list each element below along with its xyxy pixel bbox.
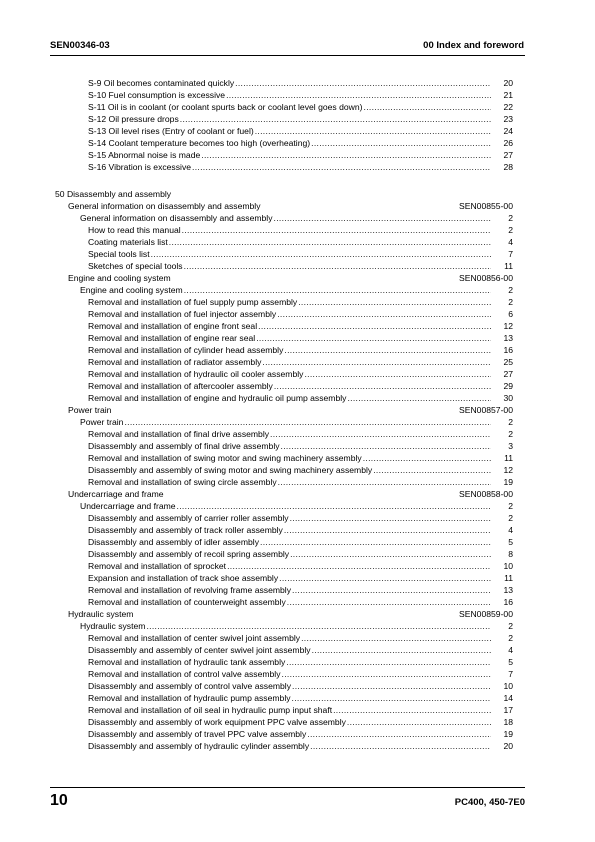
dot-leader xyxy=(258,320,491,332)
entry-page: 27 xyxy=(503,150,513,160)
entry-title: S-15 Abnormal noise is made xyxy=(88,150,201,160)
dot-leader xyxy=(184,284,491,296)
chapter-row xyxy=(0,188,595,200)
entry-leader xyxy=(88,464,491,476)
toc-entry[interactable] xyxy=(0,740,595,752)
entry-page: 20 xyxy=(503,78,513,88)
toc-entry[interactable] xyxy=(0,548,595,560)
entry-page: 19 xyxy=(503,477,513,487)
toc-entry[interactable] xyxy=(0,125,595,137)
toc-entry[interactable] xyxy=(0,524,595,536)
entry-title: Disassembly and assembly of idler assembly xyxy=(88,537,259,547)
dot-leader xyxy=(286,656,491,668)
dot-leader xyxy=(292,584,491,596)
entry-leader xyxy=(88,356,491,368)
toc-entry[interactable] xyxy=(0,440,595,452)
dot-leader xyxy=(307,728,491,740)
toc-entry[interactable] xyxy=(0,344,595,356)
toc-entry[interactable] xyxy=(0,572,595,584)
toc-subheading[interactable] xyxy=(0,500,595,512)
toc-entry[interactable] xyxy=(0,680,595,692)
entry-title: Removal and installation of fuel injector assembly xyxy=(88,309,277,319)
toc-subheading[interactable] xyxy=(0,620,595,632)
dot-leader xyxy=(146,620,491,632)
entry-title: Disassembly and assembly of hydraulic cylinder assembly xyxy=(88,741,310,751)
entry-page: 20 xyxy=(503,741,513,751)
entry-leader xyxy=(88,248,491,260)
entry-page: 5 xyxy=(508,657,513,667)
entry-page: 7 xyxy=(508,669,513,679)
entry-leader xyxy=(88,512,491,524)
entry-title: Disassembly and assembly of carrier roller assembly xyxy=(88,513,289,523)
dot-leader xyxy=(310,740,491,752)
entry-page: 4 xyxy=(508,525,513,535)
entry-page: 13 xyxy=(503,333,513,343)
entry-leader xyxy=(88,716,491,728)
entry-leader xyxy=(88,320,491,332)
entry-page: 18 xyxy=(503,717,513,727)
header-divider xyxy=(50,55,525,56)
entry-leader xyxy=(88,452,491,464)
entry-leader xyxy=(88,308,491,320)
entry-leader xyxy=(88,536,491,548)
entry-page: 8 xyxy=(508,549,513,559)
toc-entry[interactable] xyxy=(0,536,595,548)
entry-page: 22 xyxy=(503,102,513,112)
entry-leader xyxy=(88,632,491,644)
dot-leader xyxy=(256,332,491,344)
toc-subheading[interactable] xyxy=(0,284,595,296)
dot-leader xyxy=(290,512,491,524)
entry-leader xyxy=(88,692,491,704)
toc-entry[interactable] xyxy=(0,392,595,404)
toc-entry[interactable] xyxy=(0,368,595,380)
entry-page: 4 xyxy=(508,237,513,247)
entry-leader xyxy=(88,392,491,404)
group-heading[interactable] xyxy=(0,200,595,212)
toc-entry[interactable] xyxy=(0,704,595,716)
group-title: Power train xyxy=(68,405,112,415)
entry-title: Removal and installation of hydraulic oil cooler assembly xyxy=(88,369,304,379)
dot-leader xyxy=(201,149,491,161)
dot-leader xyxy=(255,125,491,137)
group-code: SEN00858-00 xyxy=(459,489,513,499)
toc-entry[interactable] xyxy=(0,716,595,728)
entry-leader xyxy=(88,296,491,308)
entry-title: Disassembly and assembly of work equipment PPC valve assembly xyxy=(88,717,346,727)
toc-entry[interactable] xyxy=(0,656,595,668)
entry-leader xyxy=(88,728,491,740)
dot-leader xyxy=(180,113,491,125)
entry-title: Removal and installation of swing circle assembly xyxy=(88,477,277,487)
entry-page: 16 xyxy=(503,597,513,607)
entry-leader xyxy=(88,440,491,452)
group-heading[interactable] xyxy=(0,608,595,620)
toc-entry[interactable] xyxy=(0,452,595,464)
entry-leader xyxy=(88,524,491,536)
entry-page: 2 xyxy=(508,621,513,631)
dot-leader xyxy=(287,596,491,608)
entry-leader xyxy=(88,560,491,572)
dot-leader xyxy=(235,77,491,89)
entry-leader xyxy=(88,89,491,101)
entry-title: Removal and installation of engine rear seal xyxy=(88,333,256,343)
dot-leader xyxy=(226,89,491,101)
entry-title: Removal and installation of oil seal in hydraulic pump input shaft xyxy=(88,705,333,715)
entry-title: Removal and installation of engine and hydraulic oil pump assembly xyxy=(88,393,347,403)
entry-page: 7 xyxy=(508,249,513,259)
group-heading[interactable] xyxy=(0,488,595,500)
group-code: SEN00859-00 xyxy=(459,609,513,619)
section-title: 00 Index and foreword xyxy=(423,40,524,51)
toc-entry[interactable] xyxy=(0,101,595,113)
entry-title: Removal and installation of cylinder head assembly xyxy=(88,345,284,355)
entry-title: Sketches of special tools xyxy=(88,261,183,271)
entry-leader xyxy=(88,596,491,608)
toc-entry[interactable] xyxy=(0,332,595,344)
entry-leader xyxy=(88,680,491,692)
entry-leader xyxy=(88,161,491,173)
entry-title: Removal and installation of hydraulic tank assembly xyxy=(88,657,286,667)
dot-leader xyxy=(284,344,491,356)
toc-entry[interactable] xyxy=(0,692,595,704)
dot-leader xyxy=(312,644,491,656)
entry-leader xyxy=(88,644,491,656)
entry-page: 2 xyxy=(508,429,513,439)
dot-leader xyxy=(311,137,491,149)
dot-leader xyxy=(292,692,491,704)
entry-title: Removal and installation of fuel supply pump assembly xyxy=(88,297,298,307)
dot-leader xyxy=(124,416,491,428)
entry-leader xyxy=(88,368,491,380)
dot-leader xyxy=(347,716,491,728)
entry-title: Removal and installation of counterweight assembly xyxy=(88,597,286,607)
entry-leader xyxy=(80,416,491,428)
entry-page: 14 xyxy=(503,693,513,703)
dot-leader xyxy=(363,452,491,464)
dot-leader xyxy=(274,380,491,392)
entry-title: S-13 Oil level rises (Entry of coolant or fuel) xyxy=(88,126,254,136)
dot-leader xyxy=(169,236,491,248)
entry-page: 26 xyxy=(503,138,513,148)
toc-entry[interactable] xyxy=(0,248,595,260)
group-code: SEN00855-00 xyxy=(459,201,513,211)
toc-entry[interactable] xyxy=(0,356,595,368)
dot-leader xyxy=(279,572,491,584)
entry-title: S-9 Oil becomes contaminated quickly xyxy=(88,78,235,88)
toc-entry[interactable] xyxy=(0,224,595,236)
entry-leader xyxy=(88,668,491,680)
entry-page: 24 xyxy=(503,126,513,136)
entry-title: How to read this manual xyxy=(88,225,181,235)
entry-title: S-16 Vibration is excessive xyxy=(88,162,192,172)
chapter-title: 50 Disassembly and assembly xyxy=(55,189,172,199)
entry-title: Power train xyxy=(80,417,124,427)
group-title: General information on disassembly and assembly xyxy=(68,201,261,211)
entry-title: Special tools list xyxy=(88,249,150,259)
document-code: SEN00346-03 xyxy=(50,40,110,51)
dot-leader xyxy=(290,548,491,560)
entry-page: 27 xyxy=(503,369,513,379)
toc-entry[interactable] xyxy=(0,668,595,680)
entry-page: 2 xyxy=(508,633,513,643)
dot-leader xyxy=(284,524,491,536)
toc-entry[interactable] xyxy=(0,320,595,332)
entry-title: Coating materials list xyxy=(88,237,168,247)
toc-entry[interactable] xyxy=(0,644,595,656)
toc-entry[interactable] xyxy=(0,560,595,572)
entry-title: Removal and installation of sprocket xyxy=(88,561,227,571)
dot-leader xyxy=(347,392,491,404)
dot-leader xyxy=(177,500,491,512)
entry-leader xyxy=(80,212,491,224)
page-number: 10 xyxy=(50,792,68,809)
entry-page: 10 xyxy=(503,561,513,571)
entry-title: Expansion and installation of track shoe assembly xyxy=(88,573,279,583)
entry-leader xyxy=(88,113,491,125)
entry-leader xyxy=(88,380,491,392)
dot-leader xyxy=(277,308,491,320)
toc-entry[interactable] xyxy=(0,512,595,524)
entry-page: 6 xyxy=(508,309,513,319)
entry-page: 19 xyxy=(503,729,513,739)
toc-entry[interactable] xyxy=(0,77,595,89)
entry-leader xyxy=(88,584,491,596)
toc-entry[interactable] xyxy=(0,728,595,740)
toc-entry[interactable] xyxy=(0,476,595,488)
dot-leader xyxy=(260,536,491,548)
dot-leader xyxy=(281,440,491,452)
toc-entry[interactable] xyxy=(0,464,595,476)
entry-leader xyxy=(88,572,491,584)
entry-page: 2 xyxy=(508,297,513,307)
toc-entry[interactable] xyxy=(0,137,595,149)
toc-entry[interactable] xyxy=(0,89,595,101)
entry-page: 28 xyxy=(503,162,513,172)
entry-leader xyxy=(88,236,491,248)
entry-page: 3 xyxy=(508,441,513,451)
entry-title: Removal and installation of engine front seal xyxy=(88,321,258,331)
entry-page: 16 xyxy=(503,345,513,355)
entry-title: Disassembly and assembly of travel PPC valve assembly xyxy=(88,729,307,739)
toc-entry[interactable] xyxy=(0,236,595,248)
dot-leader xyxy=(301,632,491,644)
entry-leader xyxy=(88,224,491,236)
toc-entry[interactable] xyxy=(0,632,595,644)
entry-leader xyxy=(88,137,491,149)
entry-page: 2 xyxy=(508,417,513,427)
entry-leader xyxy=(88,476,491,488)
entry-title: Removal and installation of aftercooler assembly xyxy=(88,381,273,391)
entry-page: 13 xyxy=(503,585,513,595)
toc-entry[interactable] xyxy=(0,584,595,596)
group-title: Undercarriage and frame xyxy=(68,489,164,499)
entry-title: Disassembly and assembly of final drive assembly xyxy=(88,441,280,451)
entry-page: 11 xyxy=(504,261,513,271)
entry-page: 17 xyxy=(503,705,513,715)
spacer xyxy=(0,173,595,188)
entry-title: S-14 Coolant temperature becomes too high (overheating) xyxy=(88,138,311,148)
entry-page: 2 xyxy=(508,225,513,235)
entry-page: 30 xyxy=(503,393,513,403)
entry-page: 12 xyxy=(503,321,513,331)
entry-leader xyxy=(88,548,491,560)
entry-page: 2 xyxy=(508,213,513,223)
group-code: SEN00856-00 xyxy=(459,273,513,283)
toc-subheading[interactable] xyxy=(0,212,595,224)
group-heading[interactable] xyxy=(0,404,595,416)
entry-title: Disassembly and assembly of swing motor and swing machinery assembly xyxy=(88,465,373,475)
entry-page: 4 xyxy=(508,645,513,655)
entry-leader xyxy=(80,620,491,632)
dot-leader xyxy=(298,296,491,308)
entry-title: Disassembly and assembly of track roller assembly xyxy=(88,525,283,535)
entry-page: 10 xyxy=(503,681,513,691)
footer-divider xyxy=(50,787,525,788)
entry-title: Engine and cooling system xyxy=(80,285,183,295)
toc-entry[interactable] xyxy=(0,296,595,308)
entry-page: 21 xyxy=(503,90,513,100)
entry-title: Undercarriage and frame xyxy=(80,501,176,511)
entry-title: S-10 Fuel consumption is excessive xyxy=(88,90,226,100)
dot-leader xyxy=(292,680,491,692)
dot-leader xyxy=(282,668,492,680)
entry-title: Removal and installation of revolving frame assembly xyxy=(88,585,292,595)
entry-title: Removal and installation of swing motor and swing machinery assembly xyxy=(88,453,362,463)
group-title: Engine and cooling system xyxy=(68,273,171,283)
toc-entry[interactable] xyxy=(0,380,595,392)
dot-leader xyxy=(373,464,491,476)
entry-leader xyxy=(88,332,491,344)
entry-page: 12 xyxy=(503,465,513,475)
dot-leader xyxy=(304,368,491,380)
group-code: SEN00857-00 xyxy=(459,405,513,415)
entry-leader xyxy=(88,740,491,752)
entry-leader xyxy=(88,125,491,137)
dot-leader xyxy=(151,248,491,260)
entry-leader xyxy=(88,428,491,440)
entry-title: General information on disassembly and assembly xyxy=(80,213,273,223)
toc-entry[interactable] xyxy=(0,161,595,173)
entry-leader xyxy=(88,344,491,356)
entry-leader xyxy=(88,260,491,272)
entry-leader xyxy=(88,149,491,161)
entry-title: Disassembly and assembly of center swivel joint assembly xyxy=(88,645,311,655)
entry-page: 2 xyxy=(508,285,513,295)
dot-leader xyxy=(262,356,491,368)
toc-entry[interactable] xyxy=(0,308,595,320)
entry-title: S-12 Oil pressure drops xyxy=(88,114,179,124)
entry-page: 11 xyxy=(504,453,513,463)
entry-page: 2 xyxy=(508,501,513,511)
entry-title: Removal and installation of hydraulic pump assembly xyxy=(88,693,291,703)
entry-title: Disassembly and assembly of recoil spring assembly xyxy=(88,549,290,559)
dot-leader xyxy=(278,476,491,488)
toc-entry[interactable] xyxy=(0,149,595,161)
entry-leader xyxy=(88,101,491,113)
entry-page: 25 xyxy=(503,357,513,367)
toc-entry[interactable] xyxy=(0,260,595,272)
dot-leader xyxy=(184,260,491,272)
dot-leader xyxy=(192,161,491,173)
dot-leader xyxy=(270,428,491,440)
dot-leader xyxy=(274,212,492,224)
entry-page: 29 xyxy=(503,381,513,391)
dot-leader xyxy=(333,704,491,716)
entry-page: 2 xyxy=(508,513,513,523)
entry-title: Disassembly and assembly of control valve assembly xyxy=(88,681,291,691)
group-title: Hydraulic system xyxy=(68,609,134,619)
entry-leader xyxy=(80,500,491,512)
entry-title: Removal and installation of radiator assembly xyxy=(88,357,262,367)
entry-page: 23 xyxy=(503,114,513,124)
entry-title: S-11 Oil is in coolant (or coolant spurts back or coolant level goes down) xyxy=(88,102,363,112)
entry-title: Removal and installation of center swivel joint assembly xyxy=(88,633,301,643)
toc-entry[interactable] xyxy=(0,428,595,440)
entry-page: 5 xyxy=(508,537,513,547)
toc-subheading[interactable] xyxy=(0,416,595,428)
entry-leader xyxy=(88,704,491,716)
model-name: PC400, 450-7E0 xyxy=(454,797,525,808)
group-heading[interactable] xyxy=(0,272,595,284)
dot-leader xyxy=(182,224,491,236)
dot-leader xyxy=(364,101,491,113)
entry-title: Removal and installation of final drive assembly xyxy=(88,429,270,439)
entry-leader xyxy=(80,284,491,296)
entry-leader xyxy=(88,656,491,668)
toc-entry[interactable] xyxy=(0,596,595,608)
toc-entry[interactable] xyxy=(0,113,595,125)
entry-title: Hydraulic system xyxy=(80,621,146,631)
entry-leader xyxy=(88,77,491,89)
dot-leader xyxy=(227,560,491,572)
table-of-contents xyxy=(0,77,595,752)
entry-title: Removal and installation of control valve assembly xyxy=(88,669,281,679)
entry-page: 11 xyxy=(504,573,513,583)
